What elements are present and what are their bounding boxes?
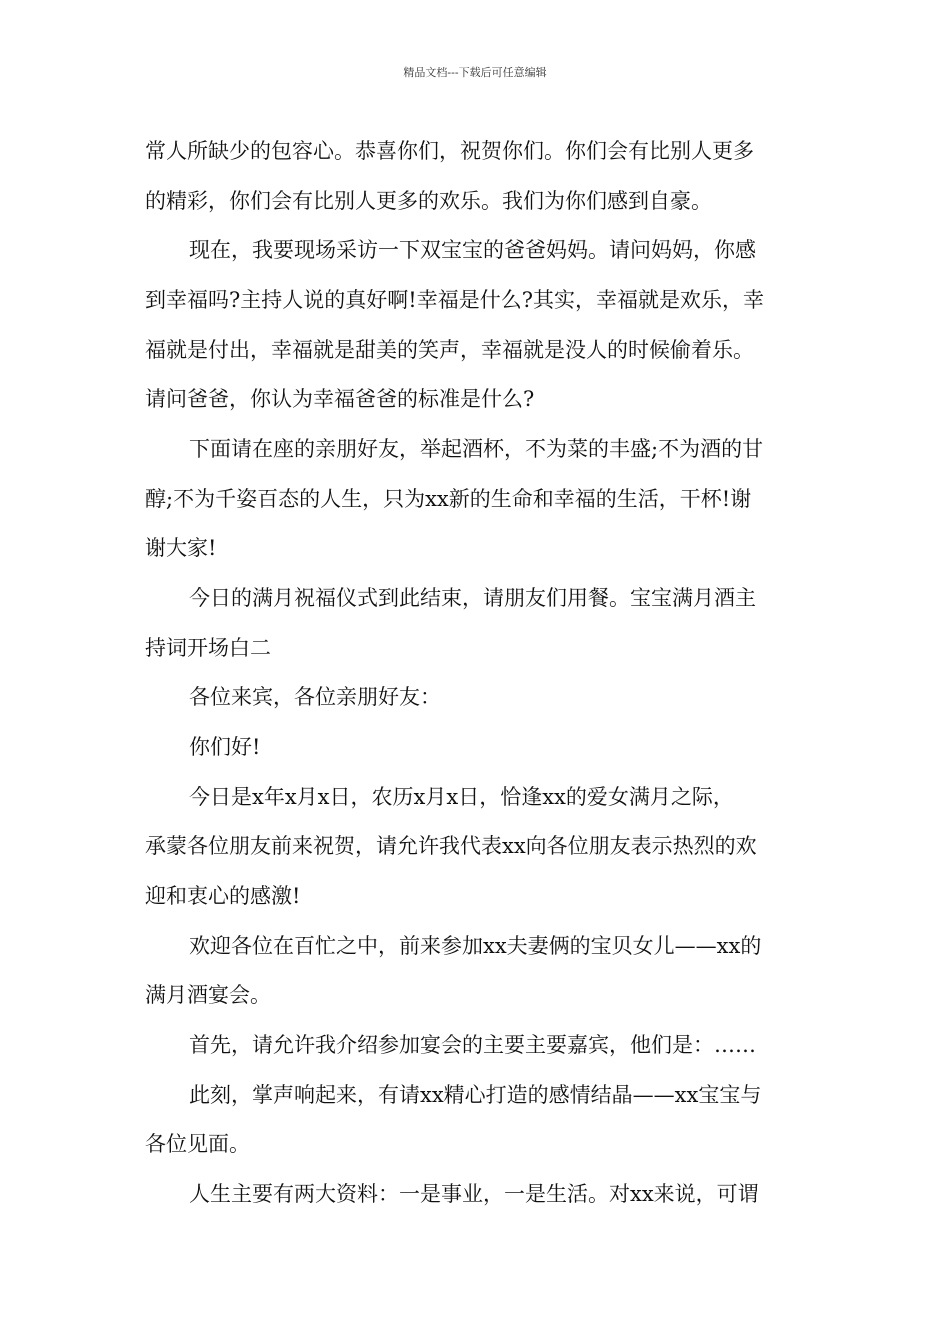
- text-line: 各位见面。: [145, 1132, 250, 1156]
- text-line: 持词开场白二: [145, 636, 271, 660]
- text-line: 今日的满月祝福仪式到此结束，请朋友们用餐。宝宝满月酒主: [189, 586, 756, 610]
- text-line: 各位来宾，各位亲朋好友：: [189, 685, 441, 709]
- text-line: 人生主要有两大资料：一是事业，一是生活。对xx来说，可谓: [189, 1182, 759, 1206]
- text-line: 首先，请允许我介绍参加宴会的主要主要嘉宾，他们是：……: [189, 1033, 756, 1057]
- text-line: 欢迎各位在百忙之中，前来参加xx夫妻俩的宝贝女儿——xx的: [189, 934, 762, 958]
- text-line: 下面请在座的亲朋好友，举起酒杯，不为菜的丰盛;不为酒的甘: [189, 437, 764, 461]
- text-line: 此刻，掌声响起来，有请xx精心打造的感情结晶——xx宝宝与: [189, 1083, 762, 1107]
- text-line: 今日是x年x月x日，农历x月x日，恰逢xx的爱女满月之际，: [189, 785, 734, 809]
- text-line: 福就是付出，幸福就是甜美的笑声，幸福就是没人的时候偷着乐。: [145, 338, 754, 362]
- text-line: 常人所缺少的包容心。恭喜你们，祝贺你们。你们会有比别人更多: [145, 139, 754, 163]
- text-line: 醇;不为千姿百态的人生，只为xx新的生命和幸福的生活，干杯!谢: [145, 487, 752, 511]
- text-line: 谢大家!: [145, 536, 217, 560]
- text-line: 请问爸爸，你认为幸福爸爸的标准是什么?: [145, 387, 535, 411]
- page-header: 精品文档---下载后可任意编辑: [403, 66, 547, 79]
- text-line: 现在，我要现场采访一下双宝宝的爸爸妈妈。请问妈妈，你感: [189, 238, 756, 262]
- text-line: 到幸福吗?主持人说的真好啊!幸福是什么?其实，幸福就是欢乐，幸: [145, 288, 764, 312]
- text-line: 迎和衷心的感激!: [145, 884, 301, 908]
- text-line: 满月酒宴会。: [145, 983, 271, 1007]
- text-line: 承蒙各位朋友前来祝贺，请允许我代表xx向各位朋友表示热烈的欢: [145, 834, 757, 858]
- text-line: 你们好!: [189, 735, 261, 759]
- text-line: 的精彩，你们会有比别人更多的欢乐。我们为你们感到自豪。: [145, 189, 712, 213]
